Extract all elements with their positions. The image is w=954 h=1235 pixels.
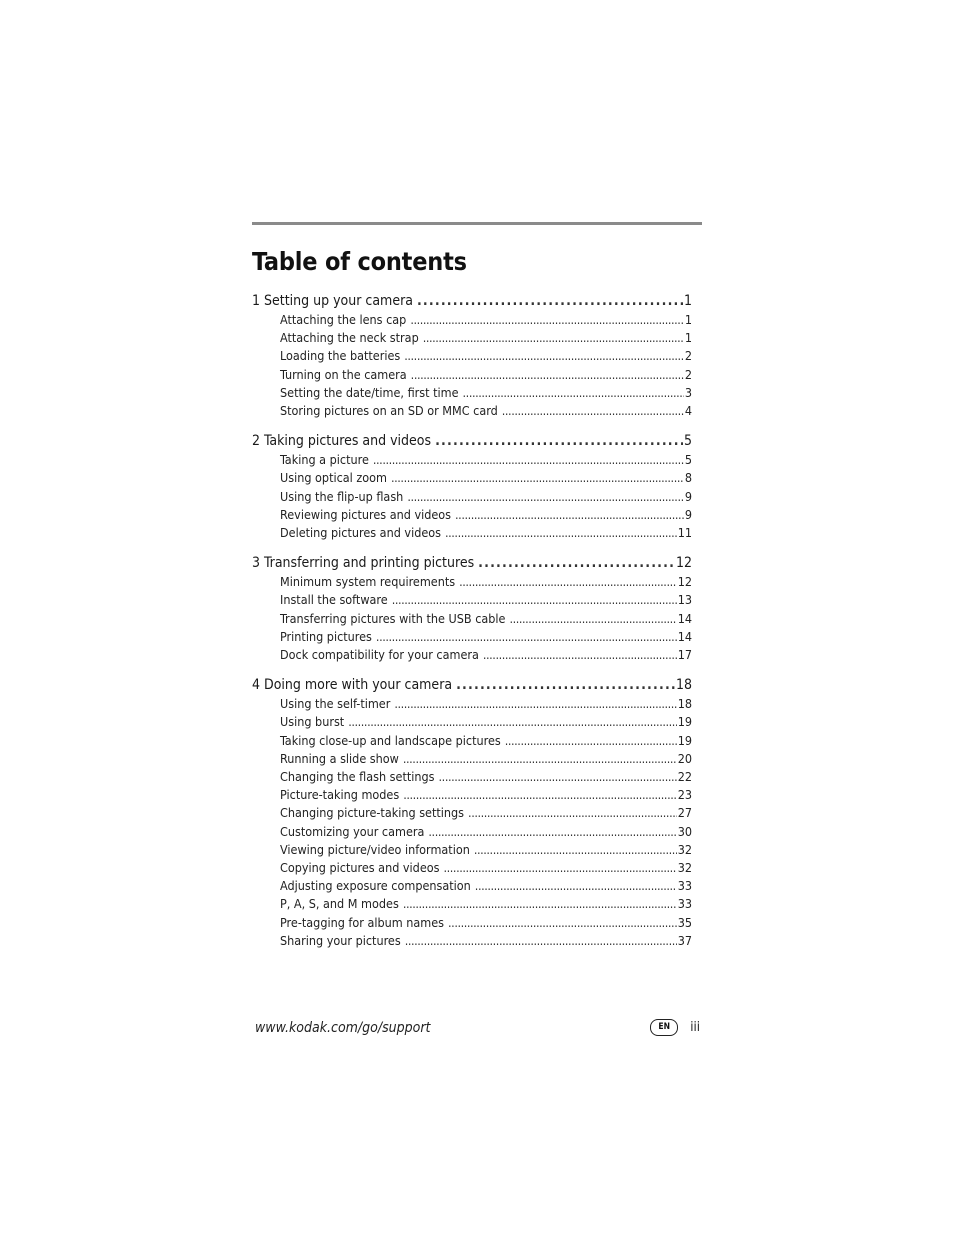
dot-leader bbox=[463, 384, 684, 402]
toc-entry[interactable] bbox=[280, 877, 692, 895]
dot-leader bbox=[483, 646, 677, 664]
chapter-2-entry[interactable] bbox=[252, 432, 692, 451]
entry-page-number: 9 bbox=[684, 488, 692, 504]
chapter-3-entry[interactable] bbox=[252, 554, 692, 573]
dot-leader bbox=[478, 554, 675, 573]
toc-entry[interactable] bbox=[280, 750, 692, 768]
entry-title: Attaching the neck strap bbox=[280, 330, 419, 346]
entry-title: Transferring pictures with the USB cable bbox=[280, 610, 506, 626]
toc-entry[interactable] bbox=[280, 311, 692, 329]
chapter-4-entry[interactable] bbox=[252, 676, 692, 695]
dot-leader bbox=[423, 329, 684, 347]
dot-leader bbox=[459, 573, 677, 591]
table-of-contents bbox=[252, 292, 702, 950]
toc-entry[interactable] bbox=[280, 695, 692, 713]
dot-leader bbox=[403, 786, 676, 804]
dot-leader bbox=[410, 311, 684, 329]
dot-leader bbox=[468, 804, 677, 822]
toc-entry[interactable] bbox=[280, 469, 692, 487]
entry-page-number: 27 bbox=[677, 805, 692, 821]
dot-leader bbox=[445, 524, 677, 542]
entry-page-number: 20 bbox=[677, 750, 692, 766]
chapter-page-number: 5 bbox=[683, 433, 692, 450]
entry-title: Minimum system requirements bbox=[280, 574, 456, 590]
entry-title: Changing the flash settings bbox=[280, 769, 435, 785]
entry-page-number: 3 bbox=[684, 384, 692, 400]
support-url[interactable]: www.kodak.com/go/support bbox=[255, 1019, 431, 1036]
entry-page-number: 33 bbox=[677, 878, 692, 894]
chapter-page-number: 1 bbox=[683, 293, 692, 309]
entry-page-number: 35 bbox=[677, 914, 692, 930]
entry-page-number: 9 bbox=[684, 506, 692, 522]
toc-entry[interactable] bbox=[280, 488, 692, 506]
entry-page-number: 23 bbox=[677, 787, 692, 803]
entry-title: Running a slide show bbox=[280, 750, 399, 766]
toc-entry[interactable] bbox=[280, 713, 692, 731]
entry-title: Customizing your camera bbox=[280, 823, 425, 839]
entry-page-number: 12 bbox=[677, 574, 692, 590]
toc-entry[interactable] bbox=[280, 932, 692, 950]
toc-entry[interactable] bbox=[280, 384, 692, 402]
entry-title: Storing pictures on an SD or MMC card bbox=[280, 403, 498, 419]
toc-entry[interactable] bbox=[280, 768, 692, 786]
entry-title: Changing picture-taking settings bbox=[280, 805, 465, 821]
dot-leader bbox=[376, 628, 677, 646]
toc-entry[interactable] bbox=[280, 591, 692, 609]
toc-entry[interactable] bbox=[280, 823, 692, 841]
chapter-3 bbox=[252, 554, 702, 664]
toc-entry[interactable] bbox=[280, 524, 692, 542]
entry-page-number: 8 bbox=[684, 470, 692, 486]
entry-page-number: 32 bbox=[677, 860, 692, 876]
toc-entry[interactable] bbox=[280, 786, 692, 804]
toc-entry[interactable] bbox=[280, 841, 692, 859]
toc-entry[interactable] bbox=[280, 347, 692, 365]
page-footer bbox=[255, 1019, 700, 1036]
page-number: iii bbox=[690, 1020, 700, 1035]
toc-entry[interactable] bbox=[280, 914, 692, 932]
chapter-title: 2 Taking pictures and videos bbox=[252, 433, 432, 450]
entry-title: Adjusting exposure compensation bbox=[280, 878, 471, 894]
dot-leader bbox=[394, 695, 676, 713]
toc-entry[interactable] bbox=[280, 646, 692, 664]
page-title: Table of contents bbox=[252, 247, 467, 276]
dot-leader bbox=[403, 895, 677, 913]
chapter-1 bbox=[252, 292, 702, 420]
entry-title: Using the self-timer bbox=[280, 696, 391, 712]
dot-leader bbox=[455, 506, 684, 524]
chapter-title: 3 Transferring and printing pictures bbox=[252, 555, 475, 572]
entry-title: P, A, S, and M modes bbox=[280, 896, 399, 912]
entry-page-number: 22 bbox=[677, 769, 692, 785]
toc-entry[interactable] bbox=[280, 451, 692, 469]
chapter-page-number: 18 bbox=[675, 677, 692, 694]
entry-page-number: 4 bbox=[684, 403, 692, 419]
toc-entry[interactable] bbox=[280, 366, 692, 384]
toc-entry[interactable] bbox=[280, 506, 692, 524]
toc-entry[interactable] bbox=[280, 859, 692, 877]
entry-page-number: 5 bbox=[684, 452, 692, 468]
dot-leader bbox=[435, 432, 683, 451]
dot-leader bbox=[403, 750, 677, 768]
entry-title: Turning on the camera bbox=[280, 366, 407, 382]
entry-title: Taking a picture bbox=[280, 452, 369, 468]
entry-page-number: 1 bbox=[684, 312, 692, 327]
chapter-4 bbox=[252, 676, 702, 950]
toc-entry[interactable] bbox=[280, 895, 692, 913]
toc-entry[interactable] bbox=[280, 573, 692, 591]
dot-leader bbox=[404, 347, 684, 365]
dot-leader bbox=[407, 488, 684, 506]
chapter-1-entry[interactable] bbox=[252, 292, 692, 311]
entry-title: Using the flip-up flash bbox=[280, 488, 404, 504]
toc-page bbox=[252, 222, 702, 962]
entry-title: Using optical zoom bbox=[280, 470, 387, 486]
entry-title: Loading the batteries bbox=[280, 348, 401, 364]
entry-title: Dock compatibility for your camera bbox=[280, 647, 479, 663]
dot-leader bbox=[417, 292, 683, 311]
entry-page-number: 11 bbox=[677, 525, 692, 541]
language-badge: EN bbox=[650, 1019, 678, 1036]
dot-leader bbox=[474, 841, 677, 859]
chapter-2 bbox=[252, 432, 702, 542]
chapter-title: 1 Setting up your camera bbox=[252, 293, 413, 309]
entry-title: Reviewing pictures and videos bbox=[280, 506, 452, 522]
entry-title: Viewing picture/video information bbox=[280, 841, 470, 857]
entry-page-number: 14 bbox=[677, 628, 692, 644]
toc-entry[interactable] bbox=[280, 610, 692, 628]
dot-leader bbox=[348, 713, 676, 731]
toc-entry[interactable] bbox=[280, 804, 692, 822]
dot-leader bbox=[456, 676, 675, 695]
entry-page-number: 13 bbox=[677, 592, 692, 608]
entry-page-number: 14 bbox=[677, 610, 692, 626]
entry-title: Picture-taking modes bbox=[280, 787, 400, 803]
entry-page-number: 18 bbox=[677, 696, 692, 712]
dot-leader bbox=[448, 914, 677, 932]
entry-title: Install the software bbox=[280, 592, 388, 608]
entry-page-number: 19 bbox=[677, 732, 692, 748]
dot-leader bbox=[392, 591, 677, 609]
entry-title: Sharing your pictures bbox=[280, 932, 401, 948]
dot-leader bbox=[509, 610, 676, 628]
dot-leader bbox=[444, 859, 677, 877]
entry-page-number: 17 bbox=[677, 647, 692, 663]
entry-title: Attaching the lens cap bbox=[280, 312, 407, 327]
dot-leader bbox=[405, 932, 677, 950]
dot-leader bbox=[428, 823, 676, 841]
entry-title: Pre-tagging for album names bbox=[280, 914, 445, 930]
entry-title: Using burst bbox=[280, 714, 345, 730]
top-divider bbox=[252, 222, 702, 225]
entry-page-number: 2 bbox=[684, 348, 692, 364]
entry-page-number: 30 bbox=[677, 823, 692, 839]
dot-leader bbox=[475, 877, 677, 895]
dot-leader bbox=[502, 402, 684, 420]
entry-page-number: 37 bbox=[677, 932, 692, 948]
entry-title: Deleting pictures and videos bbox=[280, 525, 441, 541]
entry-page-number: 2 bbox=[684, 366, 692, 382]
chapter-title: 4 Doing more with your camera bbox=[252, 677, 453, 694]
dot-leader bbox=[439, 768, 677, 786]
toc-entry[interactable] bbox=[280, 628, 692, 646]
dot-leader bbox=[373, 451, 684, 469]
toc-entry[interactable] bbox=[280, 732, 692, 750]
entry-title: Setting the date/time, first time bbox=[280, 384, 459, 400]
entry-page-number: 19 bbox=[677, 714, 692, 730]
toc-entry[interactable] bbox=[280, 402, 692, 420]
entry-page-number: 1 bbox=[684, 330, 692, 346]
entry-title: Copying pictures and videos bbox=[280, 860, 440, 876]
toc-entry[interactable] bbox=[280, 329, 692, 347]
entry-title: Taking close-up and landscape pictures bbox=[280, 732, 501, 748]
entry-page-number: 32 bbox=[677, 841, 692, 857]
dot-leader bbox=[411, 366, 684, 384]
dot-leader bbox=[391, 469, 684, 487]
entry-title: Printing pictures bbox=[280, 628, 372, 644]
chapter-page-number: 12 bbox=[675, 555, 692, 572]
entry-page-number: 33 bbox=[677, 896, 692, 912]
dot-leader bbox=[505, 732, 677, 750]
